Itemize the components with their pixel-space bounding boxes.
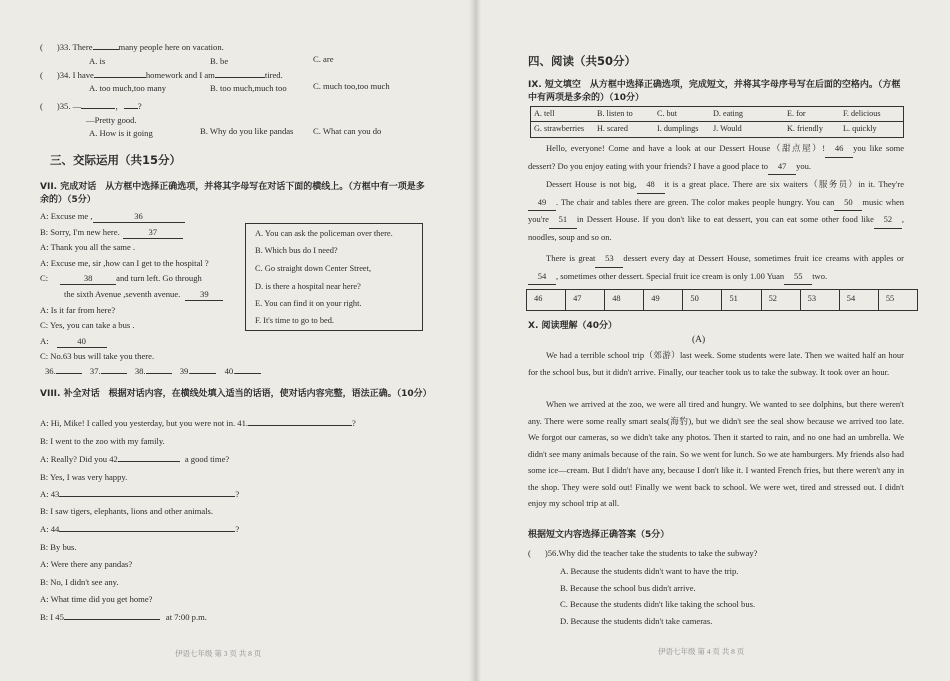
- option-f: F. It's time to go to bed.: [255, 316, 335, 325]
- answer-cell[interactable]: 48: [605, 290, 644, 310]
- blank-41: [248, 425, 352, 426]
- option-c: C. Because the students didn't like taking the school bus.: [560, 599, 756, 609]
- dialog-line: B: Yes, I was very happy.: [40, 472, 128, 482]
- blank-45: [64, 619, 160, 620]
- answer-cell[interactable]: 47: [566, 290, 605, 310]
- dialog-line: A: 43 ?: [40, 489, 240, 499]
- blank: [93, 49, 119, 50]
- answer-cell[interactable]: 46: [527, 290, 566, 310]
- answer-blanks: 36. 37. 38. 39. 40.: [45, 366, 261, 377]
- option-c: C. are: [313, 54, 334, 64]
- blank-38: 38: [60, 273, 116, 285]
- cloze-paragraph-1: Hello, everyone! Come and have a look at our Dessert House（甜点屋）! 46 you like some dessert? Do you enjoy eating with your friends? I have a good place to 47 you.: [528, 140, 904, 175]
- option-c: C. much too,too much: [313, 81, 390, 91]
- question-33: ( )33. There many people here on vacation.: [40, 42, 224, 52]
- dialog-line: A: Is it far from here?: [40, 305, 116, 315]
- option-a: A. too much,too many: [89, 83, 167, 93]
- cloze-paragraph-2: Dessert House is not big, 48 it is a great place. There are six waiters（服务员）in it. They're49 . The chair and tables there are green. The color makes people hungry. You can 50 music when you're 51 in Dessert House. If you don't like to eat dessert, you can eat some other food like 52 , noodles, soup and so on.: [528, 176, 904, 245]
- answer-grid: [526, 289, 918, 311]
- option-a: A. You can ask the policeman over there.: [255, 229, 393, 238]
- question-instructions: 根据短文内容选择正确答案（5分）: [528, 530, 670, 540]
- answer-cell[interactable]: 51: [722, 290, 761, 310]
- dialog-line: the sixth Avenue ,seventh avenue. 39: [64, 289, 223, 301]
- blank-37: 37: [123, 227, 183, 239]
- answer-cell[interactable]: 55: [885, 294, 895, 303]
- blank-40: 40: [57, 336, 107, 348]
- answer-cell[interactable]: 49: [644, 290, 683, 310]
- dialog-line: A: Thank you all the same .: [40, 242, 136, 252]
- option-c: C. What can you do: [313, 126, 382, 136]
- dialog-line: B: I went to the zoo with my family.: [40, 436, 165, 446]
- q35-reply: —Pretty good.: [86, 115, 137, 125]
- option-c: C. Go straight down Center Street,: [255, 264, 372, 273]
- dialog-line: A: Really? Did you 42 a good time?: [40, 454, 230, 464]
- answer-cell[interactable]: 52: [762, 290, 801, 310]
- blank-44: [59, 531, 235, 532]
- option-a: A. Because the students didn't want to have the trip.: [560, 566, 739, 576]
- dialog-line: C: No.63 bus will take you there.: [40, 351, 155, 361]
- blank: [124, 108, 138, 109]
- answer-cell[interactable]: 53: [801, 290, 840, 310]
- section-3-heading: 三、交际运用（共15分）: [50, 153, 182, 167]
- dialog-line: A: Were there any pandas?: [40, 559, 133, 569]
- answer-cell[interactable]: 50: [683, 290, 722, 310]
- vii-heading: VII. 完成对话 从方框中选择正确选项，并将其字母写在对话下面的横线上。（方框中有一项是多余的）（5分）: [40, 182, 425, 205]
- dialog-line: A: Hi, Mike! I called you yesterday, but you were not in. 41. ?: [40, 418, 356, 428]
- page-footer: 伊语七年级 第 4 页 共 8 页: [658, 647, 745, 656]
- option-b: B. Which bus do I need?: [255, 246, 338, 255]
- dialog-line: B: By bus.: [40, 542, 77, 552]
- dialog-line: B: Sorry, I'm new here. 37: [40, 227, 183, 239]
- viii-heading: VIII. 补全对话 根据对话内容，在横线处填入适当的话语，使对话内容完整，语法正确。（10分）: [40, 389, 432, 399]
- dialog-line: A: 40: [40, 336, 107, 348]
- option-b: B. be: [210, 56, 229, 66]
- ix-heading: IX. 短文填空 从方框中选择正确选项，完成短文，并将其字母序号写在后面的空格内。（方框中有两项是多余的）（10分）: [528, 80, 901, 103]
- blank-43: [59, 496, 235, 497]
- dialog-line: B: I saw tigers, elephants, lions and other animals.: [40, 506, 214, 516]
- option-b: B. Because the school bus didn't arrive.: [560, 583, 696, 593]
- passage-label: (A): [692, 335, 706, 345]
- option-b: B. Why do you like pandas: [200, 126, 294, 136]
- option-d: D. is there a hospital near here?: [255, 282, 361, 291]
- option-a: A. How is it going: [89, 128, 153, 138]
- option-a: A. is: [89, 56, 106, 66]
- blank: [94, 77, 146, 78]
- question-35: ( )35. — ， ?: [40, 101, 142, 111]
- section-4-heading: 四、阅读（共50分）: [528, 54, 637, 68]
- x-heading: X. 阅读理解（40分）: [528, 321, 618, 331]
- passage-a-paragraph-2: When we arrived at the zoo, we were all tired and hungry. We wanted to see dolphins, but there weren't any. There were some really smart seals(海豹), but we didn't see the seal show because we arrived too late. We forgot our cameras, so we didn't take any photos. Then it started to rain, and no one had an umbrella. We didn't see many animals because of the rain. So we went for lunch. So we ate hamburgers. My friends also had some ice—cream. But I didn't have any, because I don't like it. I wanted French fries, but there weren't any in the shop. They were sold out! Finally we went back to school. We were wet, tired and stressed out. I didn't enjoy my school trip at all.: [528, 399, 904, 508]
- right-page: [475, 0, 950, 681]
- question-56: ( )56.Why did the teacher take the students to take the subway?: [528, 548, 758, 558]
- page-footer: 伊语七年级 第 3 页 共 8 页: [175, 649, 262, 658]
- blank-42: [118, 461, 180, 462]
- dialog-line: C: 38 and turn left. Go through: [40, 273, 202, 283]
- blank-36: 36: [93, 211, 185, 223]
- dialog-line: B: I 45 at 7:00 p.m.: [40, 612, 207, 622]
- dialog-line: C: Yes, you can take a bus .: [40, 320, 135, 330]
- dialog-line: A: What time did you get home?: [40, 594, 153, 604]
- blank: [81, 108, 115, 109]
- dialog-line: A: Excuse me, sir ,how can I get to the hospital ?: [40, 258, 209, 268]
- option-b: B. too much,much too: [210, 83, 287, 93]
- dialog-line: A: 44 ?: [40, 524, 240, 534]
- dialog-line: B: No, I didn't see any.: [40, 577, 119, 587]
- option-d: D. Because the students didn't take cameras.: [560, 616, 713, 626]
- dialog-line: A: Excuse me , 36: [40, 211, 185, 223]
- answer-cell[interactable]: 54: [840, 290, 879, 310]
- cloze-paragraph-3: There is great 53 dessert every day at Dessert House, sometimes fruit ice creams with apples or54 , sometimes other dessert. Special fruit ice cream is only 1.00 Yuan 55 two.: [528, 250, 904, 285]
- blank: [215, 77, 265, 78]
- blank-39: 39: [185, 289, 223, 301]
- options-box: [245, 223, 423, 331]
- word-bank: A. tell B. listen to C. but D. eating E. for F. delicious G. strawberries H. scared I. dumplings J. Would K. friendly L. quickly: [530, 106, 904, 138]
- passage-a-paragraph-1: We had a terrible school trip（郊游）last week. Some students were late. Then we waited half an hour for the school bus, but it didn't arrive. Finally, our teacher took us to take the subway. It took over an hour.: [528, 350, 904, 377]
- option-e: E. You can find it on your right.: [255, 299, 362, 308]
- question-34: ( )34. I have homework and I am tired.: [40, 70, 283, 80]
